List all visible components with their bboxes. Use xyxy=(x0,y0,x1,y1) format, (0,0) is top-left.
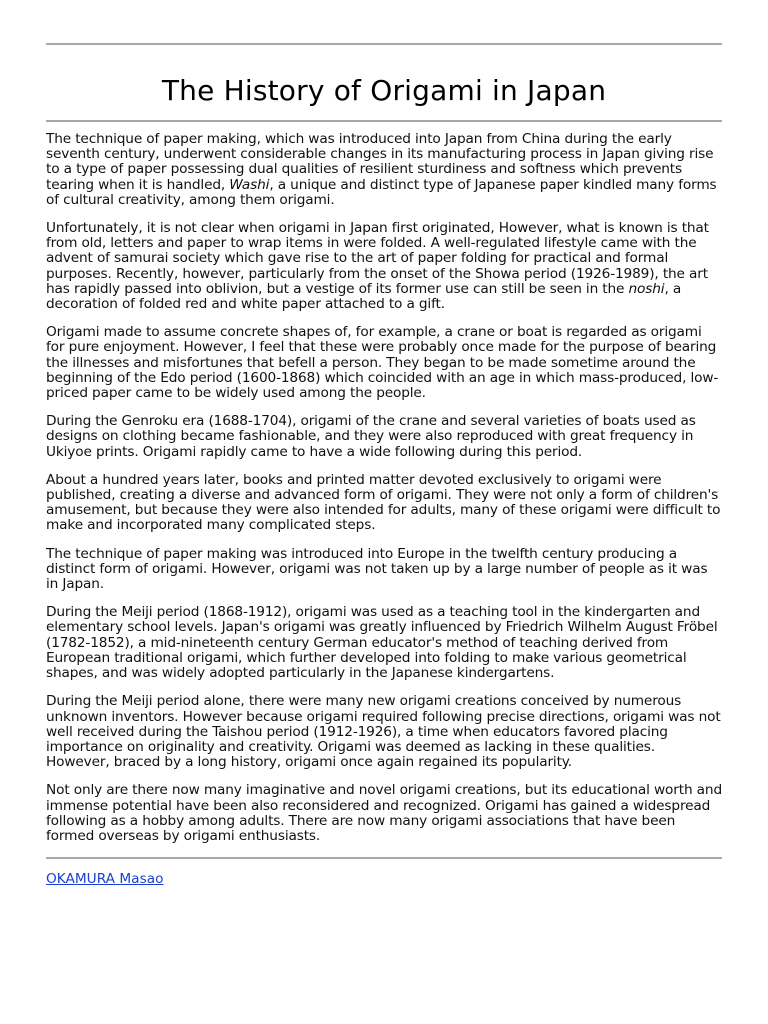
paragraph-text: , a decoration of folded red and white paper attached to a gift. xyxy=(46,280,682,313)
document-page xyxy=(46,0,722,887)
paragraph xyxy=(46,547,722,593)
paragraph-text: During the Meiji period (1868-1912), origami was used as a teaching tool in the kindergarten and elementary school levels. Japan's origami was greatly influenced by Friedrich Wilhelm August Fröbel (1782-1852), a mid-nineteenth century German educator's method of teaching derived from European traditional origami, which further developed into folding to make various geometrical shapes, and was widely adopted particularly in the Japanese kindergartens. xyxy=(46,604,718,682)
italic-term: noshi xyxy=(628,280,665,297)
paragraph-text: The technique of paper making, which was introduced into Japan from China during the early seventh century, underwent considerable changes in its manufacturing process in Japan giving rise to a type of paper possessing dual qualities of resilient sturdiness and softness which prevents tearing when it is handled, xyxy=(46,131,714,193)
paragraph xyxy=(46,132,722,208)
page-title: The History of Origami in Japan xyxy=(161,74,607,107)
paragraph xyxy=(46,694,722,770)
paragraph xyxy=(46,414,722,460)
paragraph xyxy=(46,473,722,534)
author-link[interactable]: OKAMURA Masao xyxy=(46,871,164,888)
bottom-divider xyxy=(46,857,722,859)
paragraph xyxy=(46,325,722,401)
paragraph-text: About a hundred years later, books and printed matter devoted exclusively to origami were published, creating a diverse and advanced form of origami. They were not only a form of children's amusement, but because they were also intended for adults, many of these origami were difficult to make and incorporated many complicated steps. xyxy=(46,471,721,534)
paragraph-text: Origami made to assume concrete shapes of, for example, a crane or boat is regarded as origami for pure enjoyment. However, I feel that these were probably once made for the purpose of bearing the illnesses and misfortunes that befell a person. They began to be made sometime around the beginning of the Edo period (1600-1868) which coincided with an age in which mass-produced, low-priced paper came to be widely used among the people. xyxy=(46,324,719,402)
paragraph xyxy=(46,783,722,844)
paragraph-text: Not only are there now many imaginative and novel origami creations, but its educational worth and immense potential have been also reconsidered and recognized. Origami has gained a widespread following as a hobby among adults. There are now many origami associations that have been formed overseas by origami enthusiasts. xyxy=(46,782,722,844)
paragraph xyxy=(46,605,722,681)
top-divider xyxy=(46,43,722,45)
paragraph-text: Unfortunately, it is not clear when origami in Japan first originated, However, what is known is that from old, letters and paper to wrap items in were folded. A well-regulated lifestyle came with the advent of samurai society which gave rise to the art of paper folding for practical and formal purposes. Recently, however, particularly from the onset of the Showa period (1926-1989), the art has rapidly passed into oblivion, but a vestige of its former use can still be seen in the xyxy=(46,220,709,297)
article-body xyxy=(46,132,722,844)
paragraph xyxy=(46,221,722,312)
paragraph-text: The technique of paper making was introduced into Europe in the twelfth century producing a distinct form of origami. However, origami was not taken up by a large number of people as it was in Japan. xyxy=(46,545,708,593)
paragraph-text: During the Meiji period alone, there were many new origami creations conceived by numerous unknown inventors. However because origami required following precise directions, origami was not well received during the Taishou period (1912-1926), a time when educators favored placing importance on originality and creativity. Origami was deemed as lacking in these qualities. However, braced by a long history, origami once again regained its popularity. xyxy=(46,693,721,771)
italic-term: Washi xyxy=(229,176,270,193)
title-divider xyxy=(46,120,722,122)
paragraph-text: During the Genroku era (1688-1704), origami of the crane and several varieties of boats used as designs on clothing became fashionable, and they were also reproduced with great frequency in Ukiyoe prints. Origami rapidly came to have a wide following during this period. xyxy=(46,413,696,460)
paragraph-text: , a unique and distinct type of Japanese paper kindled many forms of cultural creativity, among them origami. xyxy=(46,176,717,208)
